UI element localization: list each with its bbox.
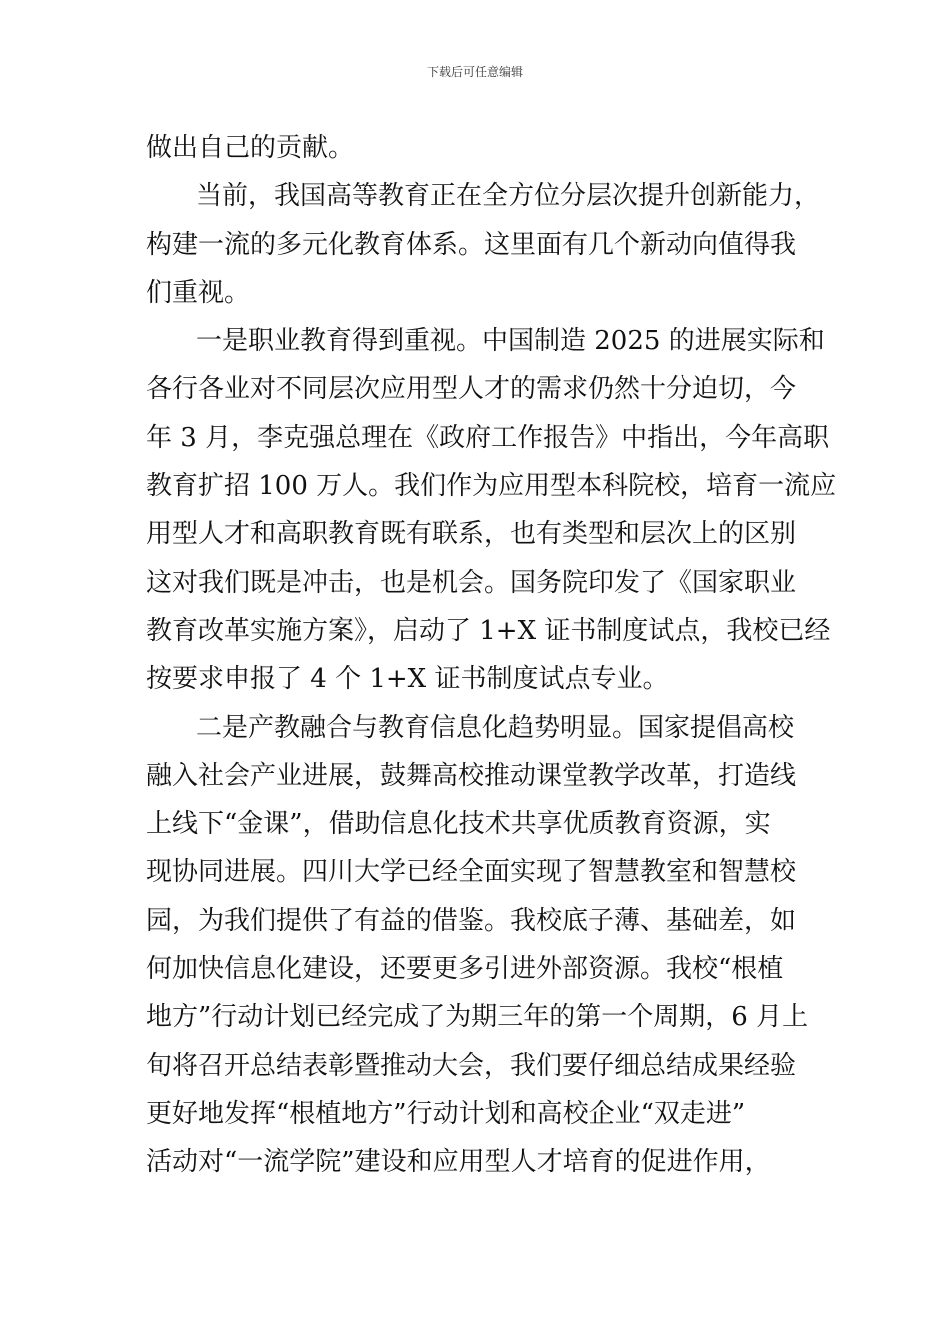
text-line: 做出自己的贡献。 (146, 133, 355, 163)
text-line: 旬将召开总结表彰暨推动大会，我们要仔细总结成果经验 (146, 1050, 797, 1081)
text-line: 活动对“一流学院”建设和应用型人才培育的促进作用， (146, 1147, 771, 1178)
text-line: 二是产教融合与教育信息化趋势明显。国家提倡高校 (196, 712, 795, 743)
text-line: 一是职业教育得到重视。中国制造 2025 的进展实际和 (196, 326, 825, 357)
text-line: 按要求申报了 4 个 1+X 证书制度试点专业。 (146, 664, 669, 695)
text-line: 现协同进展。四川大学已经全面实现了智慧教室和智慧校 (146, 857, 797, 888)
text-line: 教育扩招 100 万人。我们作为应用型本科院校，培育一流应 (146, 471, 837, 502)
text-line: 年 3 月，李克强总理在《政府工作报告》中指出，今年高职 (146, 422, 830, 453)
text-line: 这对我们既是冲击，也是机会。国务院印发了《国家职业 (146, 567, 797, 598)
text-line: 上线下“金课”，借助信息化技术共享优质教育资源，实 (146, 809, 771, 840)
text-line: 园，为我们提供了有益的借鉴。我校底子薄、基础差，如 (146, 905, 797, 936)
page-header: 下载后可任意编辑 (426, 65, 523, 79)
text-line: 们重视。 (146, 277, 251, 308)
text-line: 当前，我国高等教育正在全方位分层次提升创新能力， (196, 181, 821, 212)
document-body (146, 130, 837, 1193)
text-line: 用型人才和高职教育既有联系，也有类型和层次上的区别 (146, 519, 797, 550)
text-line: 各行各业对不同层次应用型人才的需求仍然十分迫切，今 (146, 374, 797, 405)
text-line: 何加快信息化建设，还要更多引进外部资源。我校“根植 (146, 954, 784, 985)
text-line: 教育改革实施方案》，启动了 1+X 证书制度试点，我校已经 (146, 615, 831, 646)
text-line: 更好地发挥“根植地方”行动计划和高校企业“双走进” (146, 1098, 746, 1129)
text-line: 地方”行动计划已经完成了为期三年的第一个周期，6 月上 (146, 1002, 809, 1033)
text-line: 融入社会产业进展，鼓舞高校推动课堂教学改革，打造线 (146, 760, 797, 791)
text-line: 构建一流的多元化教育体系。这里面有几个新动向值得我 (146, 229, 797, 260)
